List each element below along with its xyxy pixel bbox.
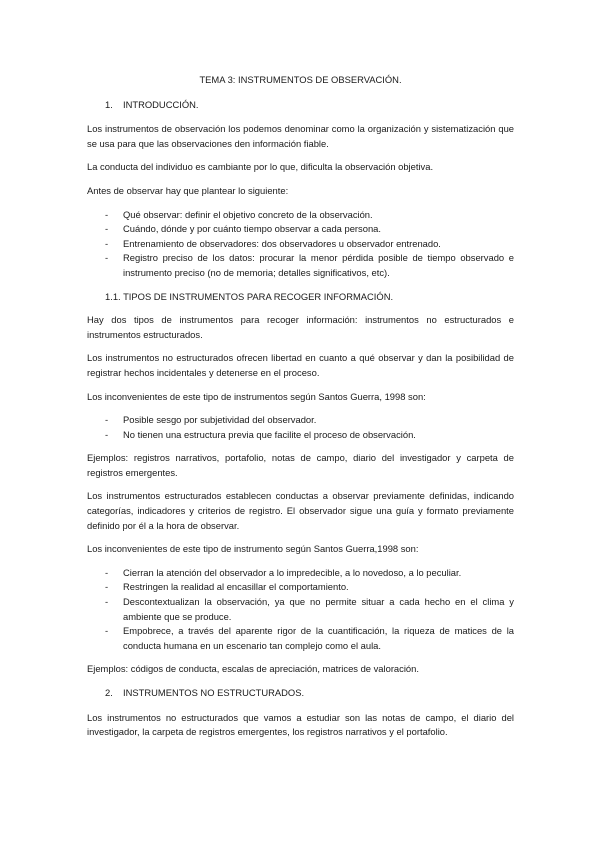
section-2-title: INSTRUMENTOS NO ESTRUCTURADOS. [123,687,305,698]
dash-bullet: - [105,237,109,249]
list-item-text: Entrenamiento de observadores: dos observadores u observador entrenado. [123,237,441,249]
section-1-number: 1. [105,98,113,110]
paragraph: Ejemplos: registros narrativos, portafolio, notas de campo, diario del investigador y carpeta de registros emergentes. [87,452,514,478]
list-item-text: Registro preciso de los datos: procurar la menor pérdida posible de tiempo observado e instrumento preciso (no de memoria; detalles significativos, etc). [123,252,514,278]
list-item [87,222,514,237]
list-item [87,595,514,624]
list-item [87,428,514,443]
list-item [87,566,514,581]
list-item-text: Empobrece, a través del aparente rigor de la cuantificación, la riqueza de matices de la conducta humana en un escenario tan complejo como el aula. [123,625,514,651]
list-item [87,624,514,653]
list-item [87,208,514,223]
bullet-list [87,208,514,281]
section-2-number: 2. [105,687,113,698]
list-item [87,413,514,428]
bullet-list [87,566,514,654]
paragraph: Los inconvenientes de este tipo de instrumentos según Santos Guerra, 1998 son: [87,390,426,402]
dash-bullet: - [105,625,109,637]
section-1-title: INTRODUCCIÓN. [123,98,199,110]
dash-bullet: - [105,414,109,426]
document-body [87,73,514,749]
list-item [87,251,514,280]
list-item-text: Qué observar: definir el objetivo concreto de la observación. [123,208,373,220]
section-1-heading [87,98,514,113]
list-item-text: Cuándo, dónde y por cuánto tiempo observar a cada persona. [123,223,381,235]
dash-bullet: - [105,596,109,608]
bullet-list [87,413,514,442]
list-item-text: Restringen la realidad al encasillar el comportamiento. [123,581,349,593]
paragraph: Hay dos tipos de instrumentos para recoger información: instrumentos no estructurados e instrumentos estructurados. [87,314,514,340]
dash-bullet: - [105,566,109,578]
dash-bullet: - [105,223,109,235]
dash-bullet: - [105,428,109,440]
section-2-heading [87,686,514,701]
list-item-text: No tienen una estructura previa que facilite el proceso de observación. [123,428,416,440]
dash-bullet: - [105,208,109,220]
paragraph: Los instrumentos estructurados establecen conductas a observar previamente definidas, indicando categorías, indicadores y criterios de registro. El observador sigue una guía y formato previamente definido por él a la hora de observar. [87,490,514,531]
list-item-text: Cierran la atención del observador a lo impredecible, a lo novedoso, a lo peculiar. [123,566,462,578]
list-item-text: Posible sesgo por subjetividad del observador. [123,414,317,426]
paragraph: Los instrumentos de observación los podemos denominar como la organización y sistematización que se usa para que las observaciones den información fiable. [87,123,514,149]
list-item [87,237,514,252]
section-1-1-heading: 1.1. TIPOS DE INSTRUMENTOS PARA RECOGER INFORMACIÓN. [105,290,394,302]
list-item-text: Descontextualizan la observación, ya que no permite situar a cada hecho en el clima y ambiente que se produce. [123,596,514,622]
paragraph: Antes de observar hay que plantear lo siguiente: [87,184,289,196]
paragraph: Los instrumentos no estructurados que vamos a estudiar son las notas de campo, el diario del investigador, la carpeta de registros emergentes, los registros narrativos y el portafolio. [87,711,514,738]
paragraph: La conducta del individuo es cambiante por lo que, dificulta la observación objetiva. [87,161,434,173]
dash-bullet: - [105,252,109,264]
paragraph: Los inconvenientes de este tipo de instrumento según Santos Guerra,1998 son: [87,543,419,555]
document-title: TEMA 3: INSTRUMENTOS DE OBSERVACIÓN. [199,74,402,85]
paragraph: Los instrumentos no estructurados ofrecen libertad en cuanto a qué observar y dan la posibilidad de registrar hechos incidentales y detenerse en el proceso. [87,352,514,378]
dash-bullet: - [105,581,109,593]
paragraph: Ejemplos: códigos de conducta, escalas de apreciación, matrices de valoración. [87,663,419,675]
list-item [87,580,514,595]
